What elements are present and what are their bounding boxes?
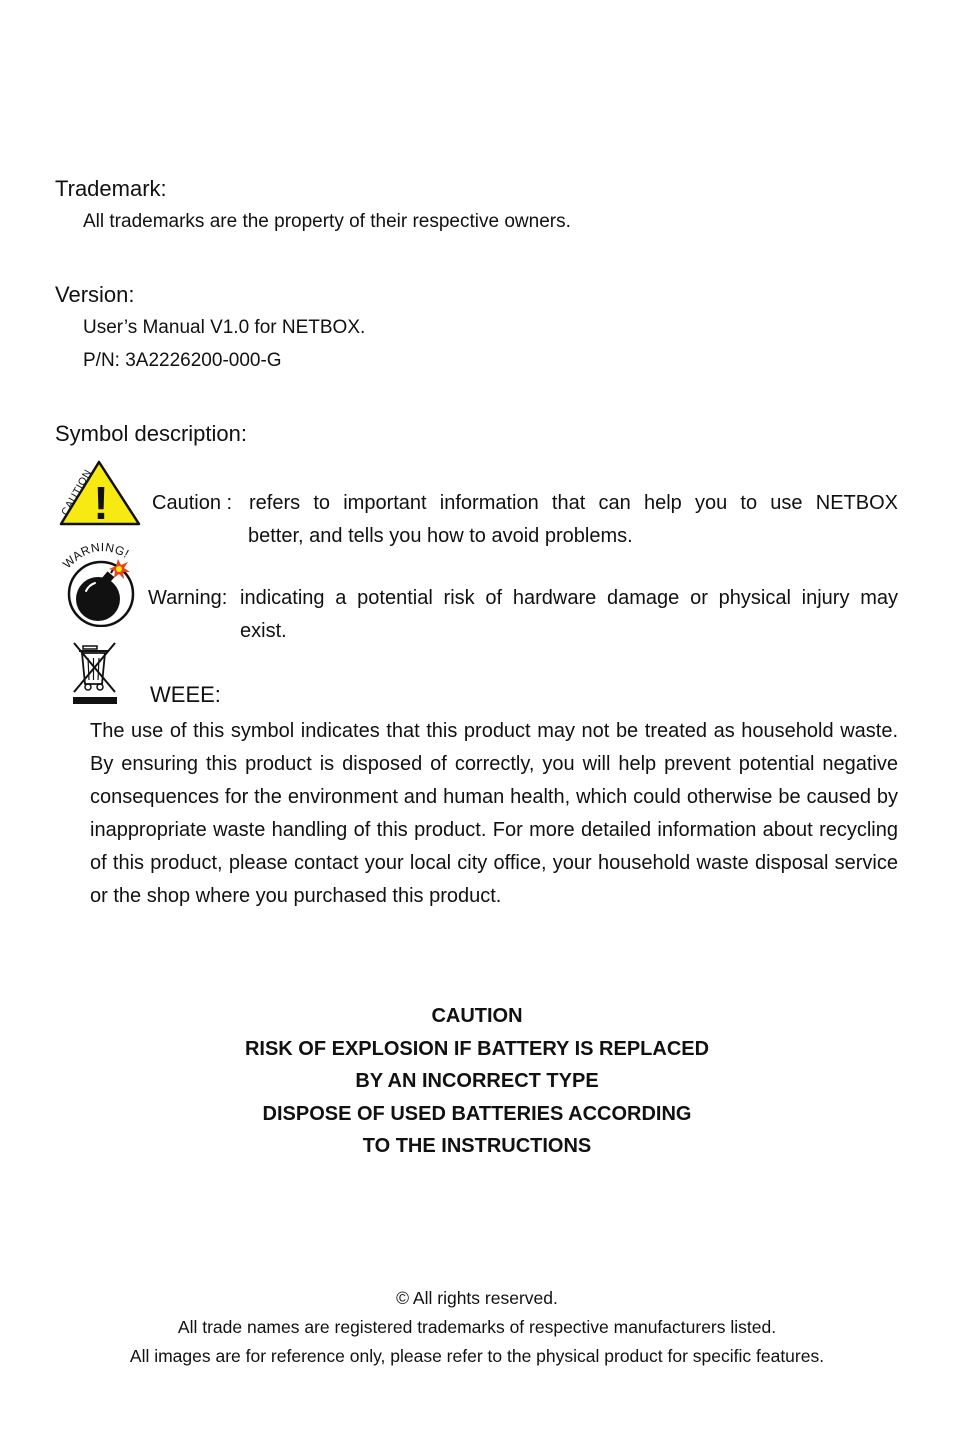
version-part-number: P/N: 3A2226200-000-G	[83, 350, 282, 371]
warning-icon-text: WARNING!	[60, 543, 132, 572]
caution-mark: !	[93, 477, 109, 528]
version-heading: Version:	[55, 282, 135, 307]
weee-label: WEEE:	[150, 682, 221, 707]
battery-caution-block	[0, 1000, 954, 1163]
footer-rights: © All rights reserved.	[396, 1288, 558, 1308]
trademark-text: All trademarks are the property of their respective owners.	[83, 211, 571, 232]
warning-line-2: exist.	[240, 620, 287, 642]
warning-bomb-icon	[58, 543, 144, 627]
caution-line-1: refers to important information that can help you to use NETBOX	[249, 492, 898, 514]
footer-images-note: All images are for reference only, please refer to the physical product for specific features.	[129, 1346, 825, 1366]
weee-crossed-bin-icon	[70, 640, 120, 706]
caution-icon-text: CAUTION	[59, 467, 95, 518]
weee-description: The use of this symbol indicates that this product may not be treated as household waste. By ensuring this product is disposed of correctly, you will help prevent potential negative consequences for the environment and human health, which could otherwise be caused by inappropriate waste handling of this product. For more detailed information about recycling of this product, please contact your local city office, your household waste disposal service or the shop where you purchased this product.	[90, 720, 898, 907]
warning-line-1: indicating a potential risk of hardware damage or physical injury may	[240, 587, 898, 609]
version-manual: User’s Manual V1.0 for NETBOX.	[83, 317, 366, 338]
footer-trade-names: All trade names are registered trademarks of respective manufacturers listed.	[177, 1317, 777, 1337]
caution-label: Caution :	[152, 492, 233, 514]
caution-triangle-icon	[56, 458, 142, 528]
battery-caution-line: TO THE INSTRUCTIONS	[362, 1135, 592, 1157]
battery-caution-line: CAUTION	[431, 1005, 523, 1027]
footer	[0, 1284, 954, 1371]
battery-caution-line: BY AN INCORRECT TYPE	[355, 1070, 599, 1092]
battery-caution-line: DISPOSE OF USED BATTERIES ACCORDING	[262, 1102, 692, 1125]
symbols-heading: Symbol description:	[55, 421, 247, 446]
warning-label: Warning:	[148, 587, 228, 609]
trademark-heading: Trademark:	[55, 176, 167, 201]
battery-caution-line: RISK OF EXPLOSION IF BATTERY IS REPLACED	[244, 1037, 710, 1060]
caution-line-2: better, and tells you how to avoid problems.	[248, 525, 633, 547]
